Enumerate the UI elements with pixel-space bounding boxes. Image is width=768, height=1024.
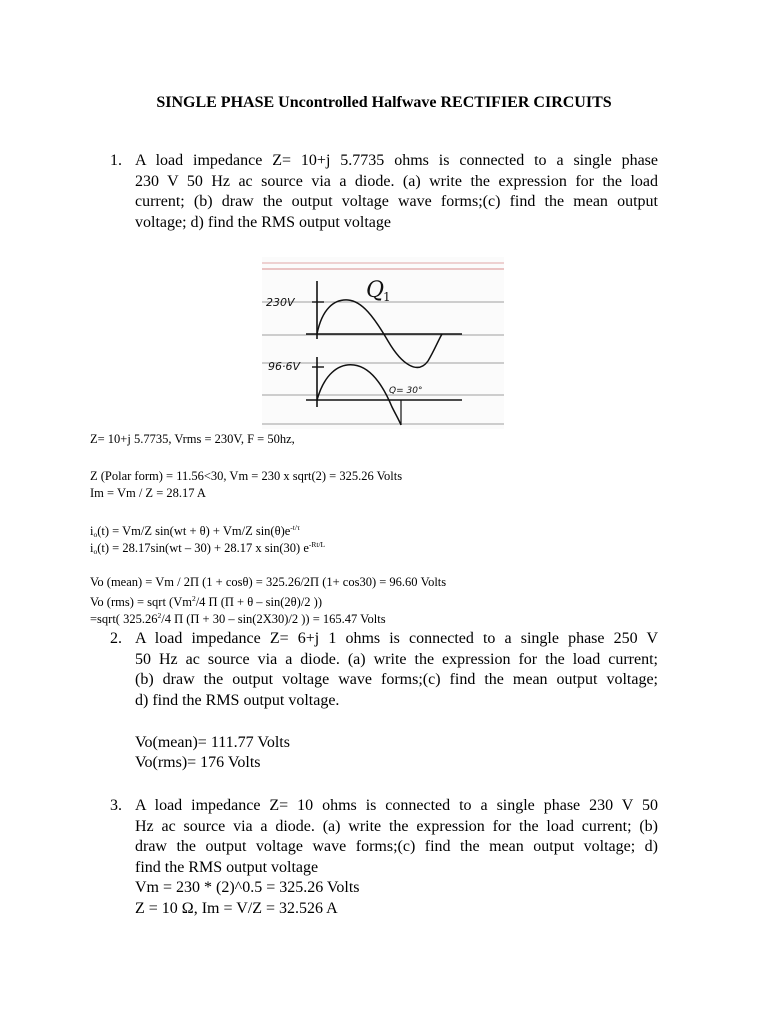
given-values: Z= 10+j 5.7735, Vrms = 230V, F = 50hz, [90, 432, 295, 446]
question-number: 3. [110, 797, 122, 814]
q2-rms-voltage: Vo(rms)= 176 Volts [135, 754, 261, 771]
rms-voltage-formula: Vo (rms) = sqrt (Vm$^2$/4 Π (Π + θ – sin(2θ)/2 )) [90, 594, 323, 609]
question-line: find the RMS output voltage [135, 858, 319, 876]
question-text [135, 796, 658, 878]
rms-voltage-result: =sqrt( 325.26$^2$/4 Π (Π + 30 – sin(2X30)/2 )) = 165.47 Volts [90, 611, 386, 626]
q3-vm-line: Vm = 230 * (2)^0.5 = 325.26 Volts [135, 879, 360, 896]
label-angle: Q= 30° [389, 386, 423, 396]
polar-form-line: Z (Polar form) = 11.56<30, Vm = 230 x sqrt(2) = 325.26 Volts [90, 469, 403, 483]
question-text [135, 629, 658, 711]
current-expression-general: $i_o(t) = Vm/Z$ sin(wt + θ) + Vm/Z $\sin(\theta)e^{-t/\tau}$ [90, 523, 300, 539]
label-96v: 96·6V [268, 360, 301, 373]
label-q-subscript: 1 [383, 290, 391, 304]
page-title: SINGLE PHASE Uncontrolled Halfwave RECTIFIER CIRCUITS [156, 94, 612, 111]
question-line: current; (b) draw the output voltage wave forms;(c) find the mean output [135, 193, 658, 210]
question-line: Hz ac source via a diode. (a) write the expression for the load current; (b) [135, 817, 658, 835]
waveform-sketch [262, 257, 504, 429]
question-line: 230 V 50 Hz ac source via a diode. (a) write the expression for the load [135, 172, 658, 190]
question-text [135, 151, 658, 233]
question-line: A load impedance Z= 6+j 1 ohms is connected to a single phase 250 V [135, 630, 658, 647]
q3-im-line: Z = 10 Ω, Im = V/Z = 32.526 A [135, 900, 338, 917]
q2-mean-voltage: Vo(mean)= 111.77 Volts [135, 734, 290, 751]
mean-voltage-line: Vo (mean) = Vm / 2Π (1 + cosθ) = 325.26/2Π (1+ cos30) = 96.60 Volts [90, 575, 447, 589]
question-number: 2. [110, 630, 122, 647]
label-q: Q [366, 278, 385, 303]
label-230v: 230V [266, 296, 295, 309]
current-expression-numeric: $i_o(t) = 28.17\sin(wt - 30) + 28.17$ x sin(30) $e^{-Rt/L}$ [90, 540, 326, 556]
question-line: 50 Hz ac source via a diode. (a) write the expression for the load current; [135, 650, 658, 668]
question-line: A load impedance Z= 10+j 5.7735 ohms is connected to a single phase [135, 152, 658, 169]
question-number: 1. [110, 152, 122, 169]
question-line: draw the output voltage wave forms;(c) find the mean output voltage; d) [135, 838, 658, 855]
question-line: (b) draw the output voltage wave forms;(c) find the mean output voltage; [135, 671, 658, 688]
question-line: d) find the RMS output voltage. [135, 691, 340, 709]
question-line: A load impedance Z= 10 ohms is connected to a single phase 230 V 50 [135, 797, 658, 814]
im-line: Im = Vm / Z = 28.17 A [90, 486, 206, 500]
question-line: voltage; d) find the RMS output voltage [135, 213, 391, 231]
